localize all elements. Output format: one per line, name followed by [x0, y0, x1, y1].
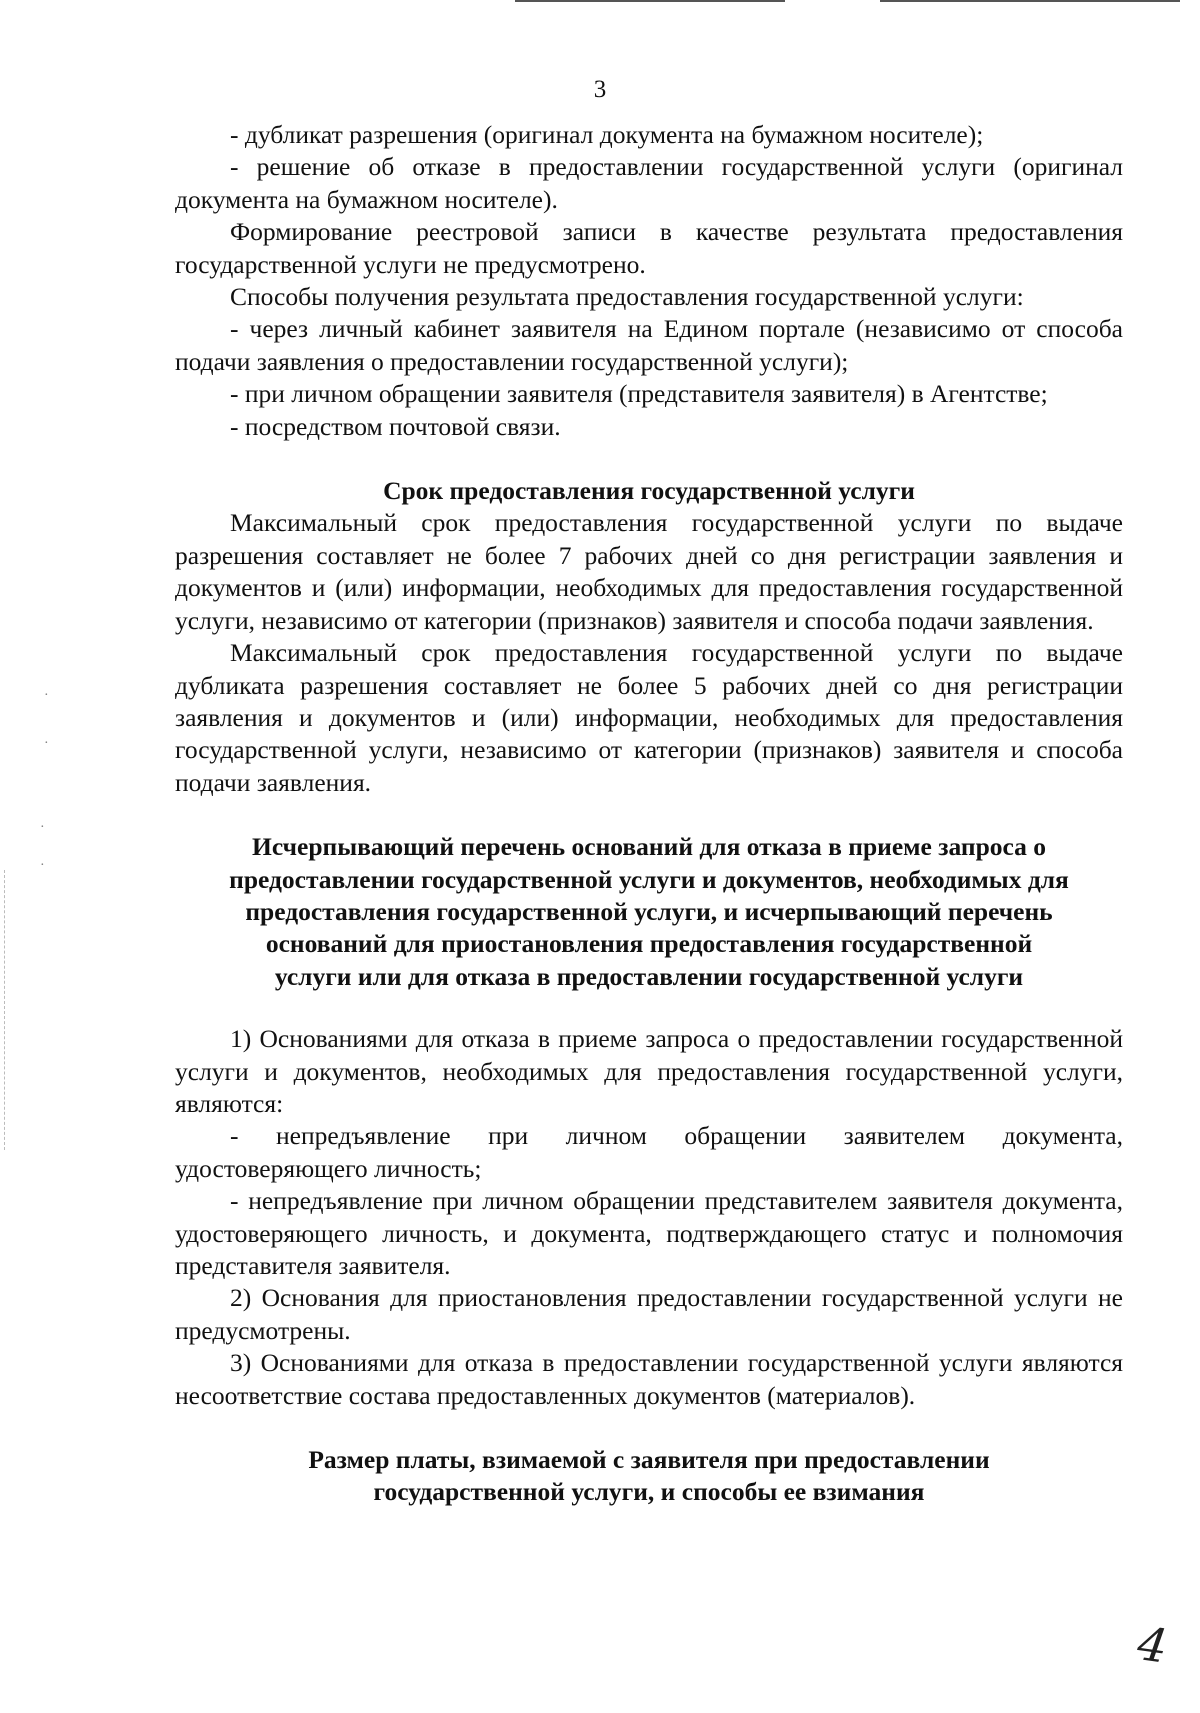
margin-dot: ·: [40, 858, 45, 873]
scan-edge-line: [515, 0, 785, 2]
heading-line: предоставления государственной услуги, и исчерпывающий перечень: [245, 896, 1053, 926]
paragraph: - непредъявление при личном обращении представителем заявителя документа, удостоверяющего личность, и документа, подтверждающего статус и полномочия представителя заявителя.: [175, 1186, 1123, 1280]
paragraph: 3) Основаниями для отказа в предоставлении государственной услуги являются несоответствие состава предоставленных документов (материалов).: [175, 1348, 1123, 1410]
paragraph: Способы получения результата предоставления государственной услуги:: [230, 282, 1024, 312]
heading-line: Размер платы, взимаемой с заявителя при предоставлении: [308, 1445, 990, 1475]
paragraph: - решение об отказе в предоставлении государственной услуги (оригинал документа на бумажном носителе).: [175, 152, 1123, 214]
margin-dot: ·: [44, 688, 49, 703]
margin-dot: ·: [44, 736, 49, 751]
paragraph: - непредъявление при личном обращении заявителем документа, удостоверяющего личность;: [175, 1121, 1123, 1183]
margin-scan-artifact: [4, 870, 6, 1150]
paragraph: Формирование реестровой записи в качестве результата предоставления государственной услуги не предусмотрено.: [175, 217, 1123, 279]
margin-dot: ·: [40, 820, 45, 835]
paragraph: - дубликат разрешения (оригинал документа на бумажном носителе);: [230, 120, 984, 149]
paragraph: Максимальный срок предоставления государственной услуги по выдаче дубликата разрешения составляет не более 5 рабочих дней со дня регистрации заявления и документов и (или) информации, необходимых для предоставления государственной услуги, независимо от категории (признаков) заявителя и способа подачи заявления.: [175, 638, 1123, 797]
section-heading-fee: [175, 1444, 1123, 1509]
heading-line: услуги или для отказа в предоставлении государственной услуги: [274, 961, 1024, 991]
document-body: [175, 119, 1123, 1509]
handwritten-sheet-number: 4: [1134, 1616, 1171, 1674]
paragraph: - посредством почтовой связи.: [230, 411, 561, 441]
heading-line: государственной услуги, и способы ее взимания: [373, 1477, 925, 1507]
paragraph: 2) Основания для приостановления предоставлении государственной услуги не предусмотрены.: [175, 1283, 1123, 1345]
paragraph: - через личный кабинет заявителя на Едином портале (независимо от способа подачи заявления о предоставлении государственной услуги);: [175, 314, 1123, 376]
heading-line: предоставлении государственной услуги и документов, необходимых для: [229, 864, 1069, 894]
scan-edge-line: [880, 0, 1180, 2]
paragraph: - при личном обращении заявителя (представителя заявителя) в Агентстве;: [230, 379, 1048, 409]
section-heading-grounds: [175, 831, 1123, 993]
heading-line: оснований для приостановления предоставления государственной: [265, 929, 1033, 959]
heading-line: Исчерпывающий перечень оснований для отказа в приеме запроса о: [251, 832, 1047, 862]
paragraph: Максимальный срок предоставления государственной услуги по выдаче разрешения составляет не более 7 рабочих дней со дня регистрации заявления и документов и (или) информации, необходимых для предоставления государственной услуги, независимо от категории (признаков) заявителя и способа подачи заявления.: [175, 508, 1123, 635]
section-heading-term: Срок предоставления государственной услуги: [383, 476, 915, 506]
page-number: 3: [593, 76, 607, 103]
paragraph: 1) Основаниями для отказа в приеме запроса о предоставлении государственной услуги и документов, необходимых для предоставления государственной услуги, являются:: [175, 1024, 1123, 1118]
